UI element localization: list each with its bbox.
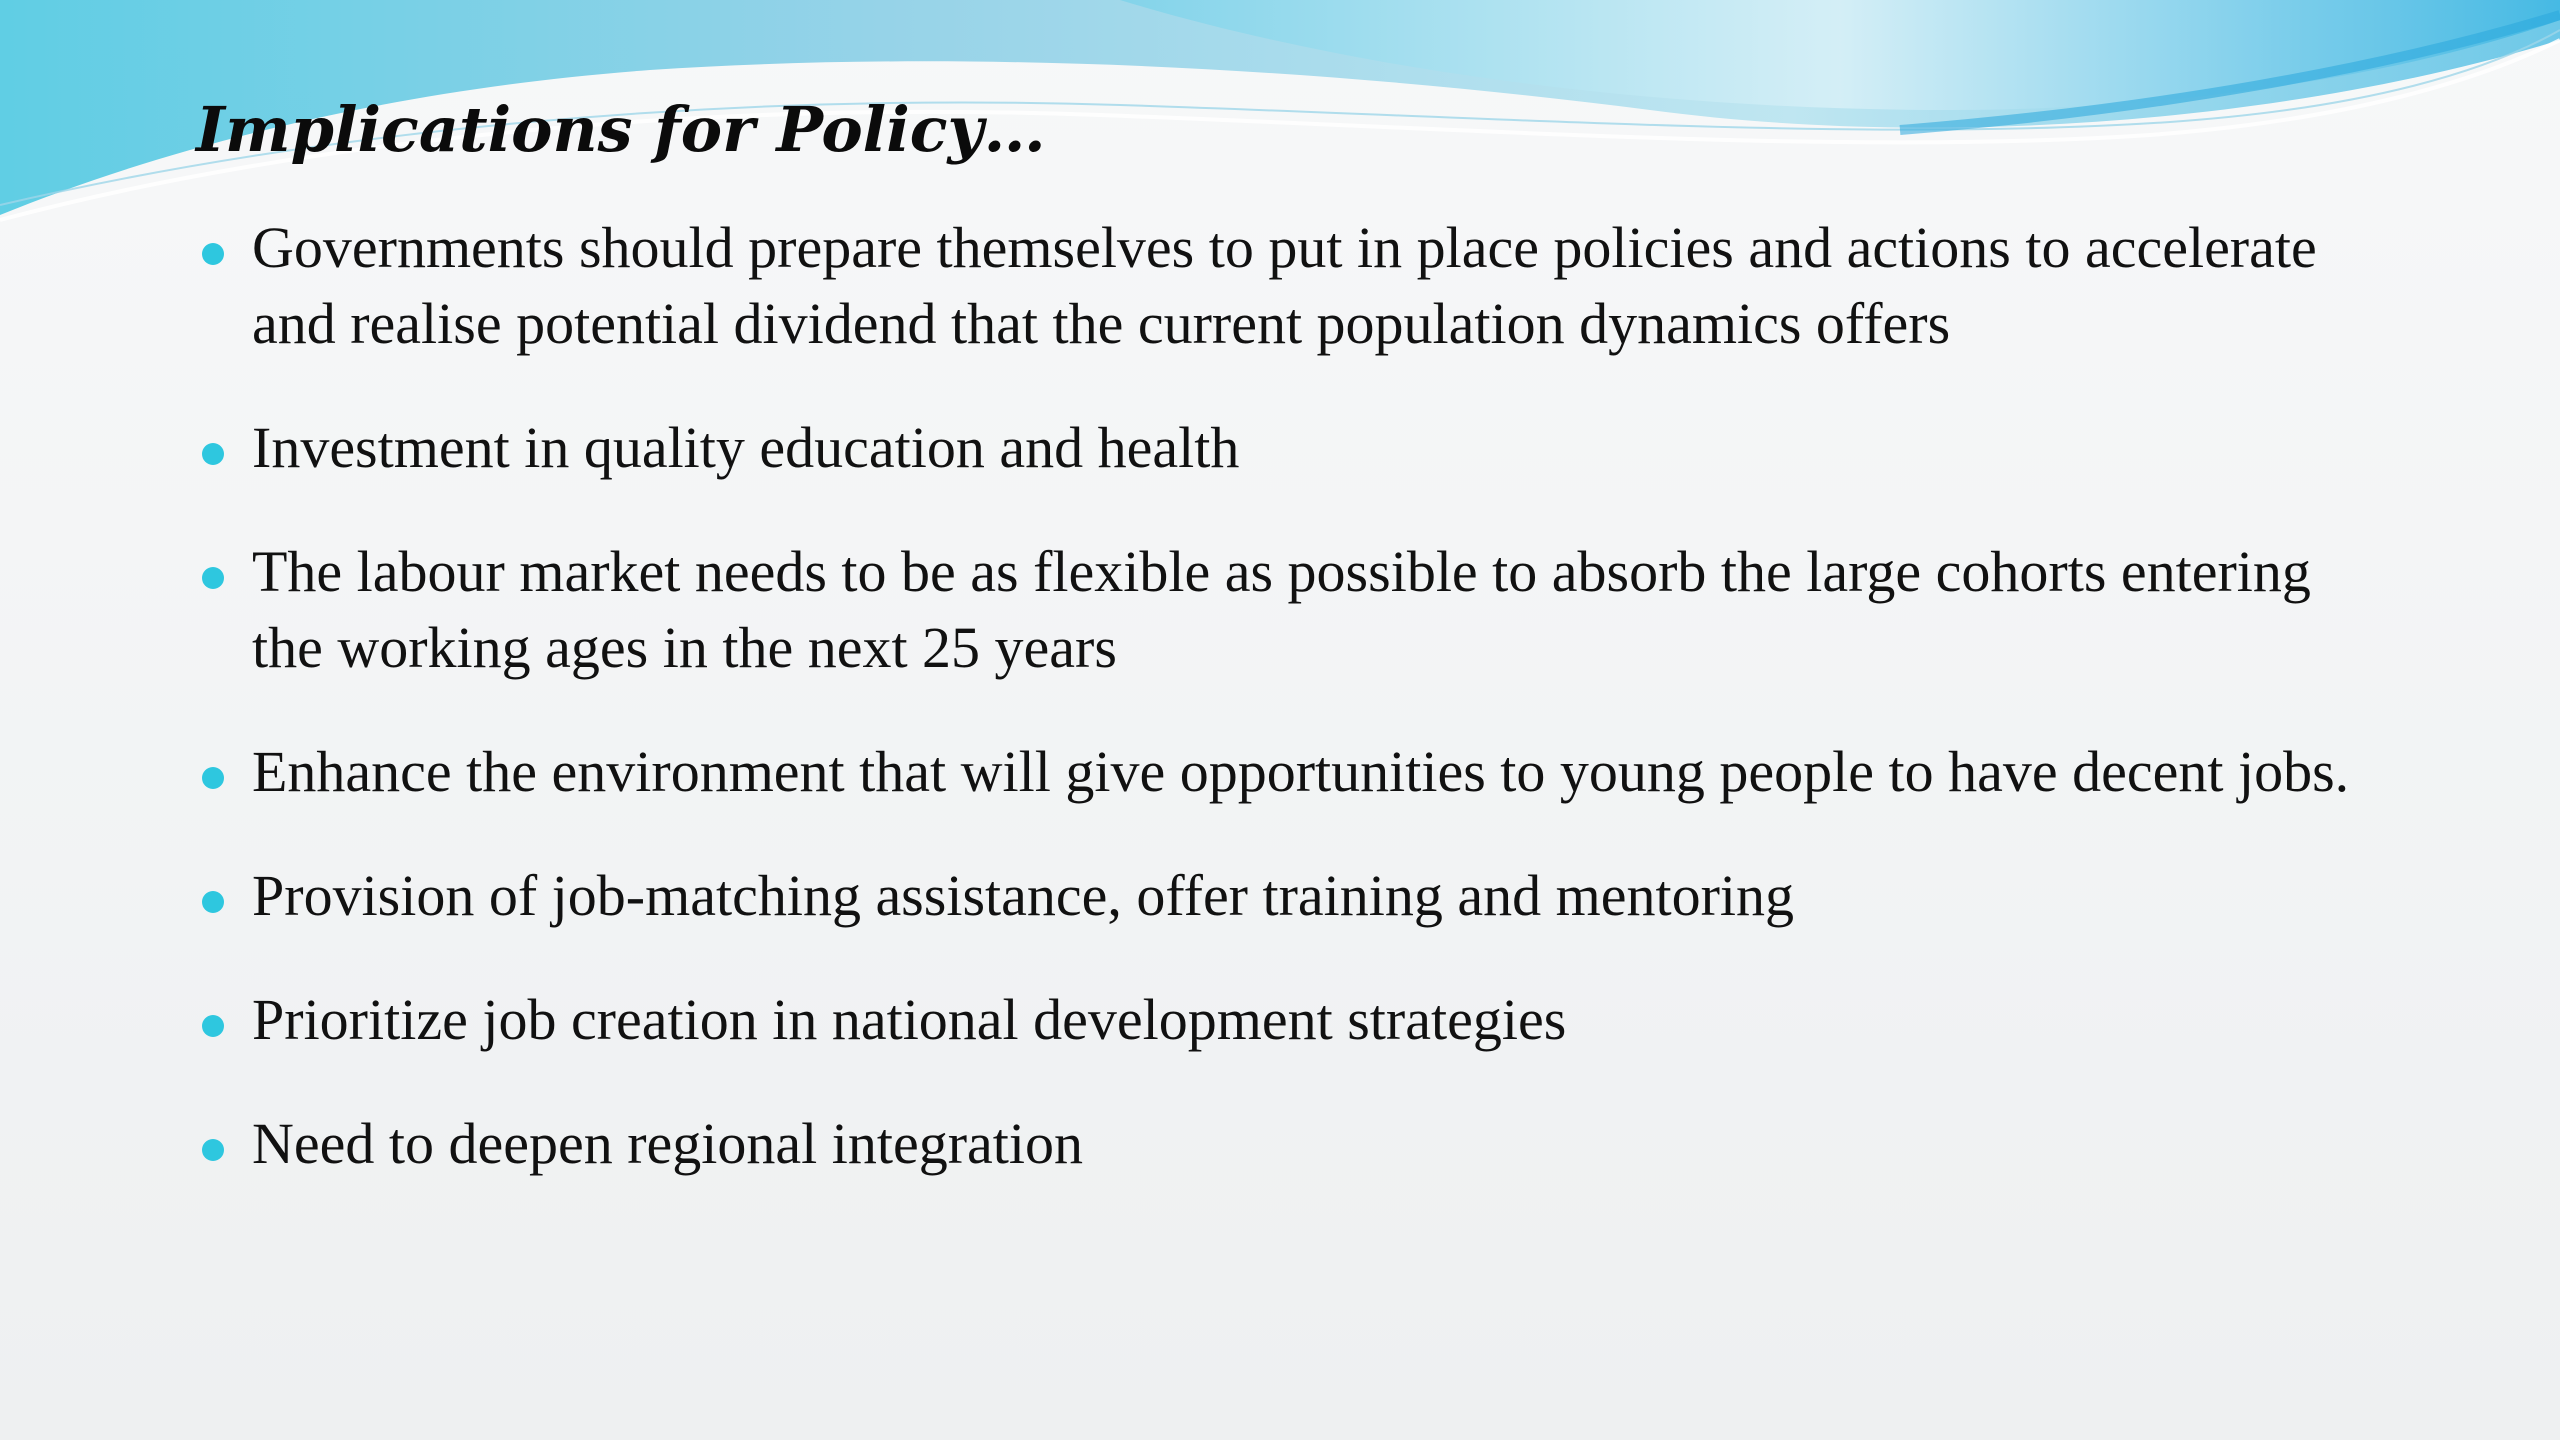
bullet-dot-icon: [202, 1015, 224, 1037]
slide-title: Implications for Policy…: [196, 93, 1046, 166]
bullet-text: Provision of job-matching assistance, offer training and mentoring: [252, 863, 1795, 928]
bullet-item: [196, 410, 2376, 486]
bullet-item: [196, 1106, 2376, 1182]
bullet-text: Governments should prepare themselves to put in place policies and actions to accelerate and realise potential dividend that the current population dynamics offers: [252, 215, 2317, 356]
bullet-list: [196, 210, 2376, 1230]
bullet-dot-icon: [202, 1139, 224, 1161]
bullet-item: [196, 734, 2376, 810]
bullet-text: The labour market needs to be as flexible as possible to absorb the large cohorts entering the working ages in the next 25 years: [252, 539, 2311, 680]
bullet-dot-icon: [202, 767, 224, 789]
bullet-item: [196, 210, 2376, 362]
bullet-text: Enhance the environment that will give opportunities to young people to have decent jobs.: [252, 739, 2350, 804]
bullet-item: [196, 858, 2376, 934]
bullet-text: Prioritize job creation in national development strategies: [252, 987, 1567, 1052]
bullet-text: Need to deepen regional integration: [252, 1111, 1084, 1176]
bullet-dot-icon: [202, 443, 224, 465]
bullet-dot-icon: [202, 567, 224, 589]
bullet-text: Investment in quality education and health: [252, 415, 1240, 480]
bullet-item: [196, 534, 2376, 686]
bullet-dot-icon: [202, 243, 224, 265]
bullet-dot-icon: [202, 891, 224, 913]
bullet-item: [196, 982, 2376, 1058]
